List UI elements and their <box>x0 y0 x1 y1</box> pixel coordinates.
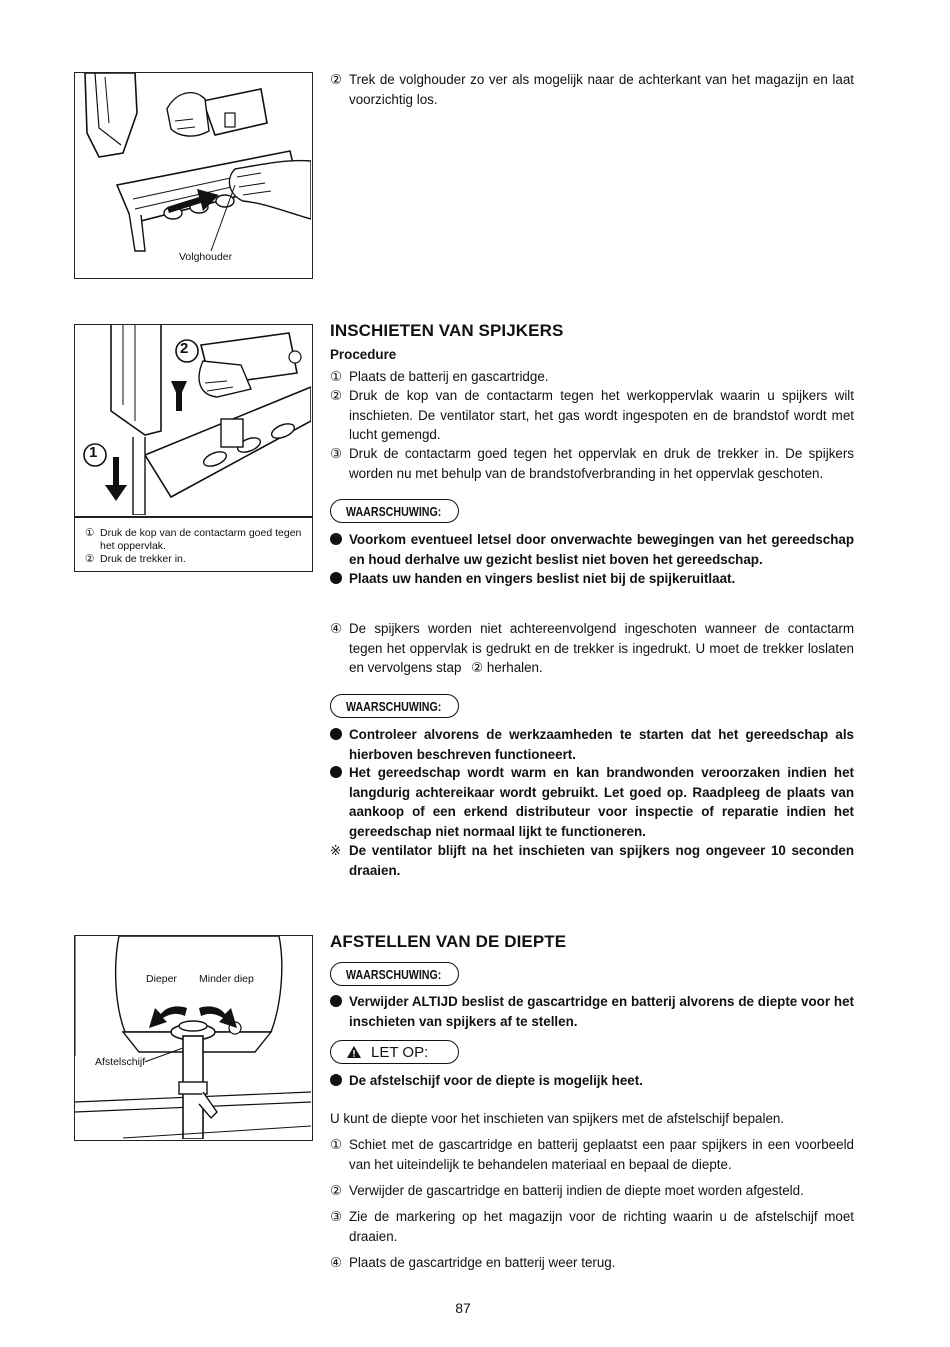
s2-step-4-num: ④ <box>330 1255 343 1270</box>
intro-step <box>330 70 854 109</box>
caution-label: LET OP: <box>371 1043 429 1061</box>
marker-1: 1 <box>89 444 98 461</box>
s1-step-1-num: ① <box>330 369 343 384</box>
s2-step-1-num: ① <box>330 1137 343 1152</box>
s1-step-2-num: ② <box>330 388 343 403</box>
warning-label-1: WAARSCHUWING: <box>346 503 442 519</box>
s1-note-text: De ventilator blijft na het inschieten van spijkers nog ongeveer 10 seconden draaien. <box>349 843 854 878</box>
warning-badge-2 <box>330 694 459 718</box>
s1-step-1-text: Plaats de batterij en gascartridge. <box>349 369 549 384</box>
s1-step-3-num: ③ <box>330 446 343 461</box>
label-deeper: Dieper <box>146 973 177 985</box>
s2-step-3-num: ③ <box>330 1209 343 1224</box>
s2-intro: U kunt de diepte voor het inschieten van spijkers met de afstelschijf bepalen. <box>330 1111 785 1126</box>
s1-warning2-2-text: Het gereedschap wordt warm en kan brandwonden veroorzaken indien het langdurig achtereikaar wordt gebruikt. Let goed op. Raadpleeg de plaats van aankoop of een erkend distributeur voor inspectie of reparatie indien het gereedschap niet normaal lijkt te functioneren. <box>349 765 854 839</box>
caution-badge <box>330 1040 459 1064</box>
warning-badge-3 <box>330 962 459 986</box>
s2-step-4 <box>330 1253 854 1273</box>
s1-warning-2-text: Plaats uw handen en vingers beslist niet bij de spijkeruitlaat. <box>349 571 736 586</box>
s2-caution <box>330 1071 854 1091</box>
caption-num-2: ② <box>85 553 95 565</box>
s1-step-4-num: ④ <box>330 621 343 636</box>
nailer-magazine-illustration <box>75 73 311 277</box>
caption-num-1: ① <box>85 527 95 539</box>
figure-caption <box>85 527 307 566</box>
s1-step-2 <box>330 386 854 445</box>
s2-step-3-text: Zie de markering op het magazijn voor de richting waarin u de afstelschijf moet draaien. <box>349 1209 854 1244</box>
s2-warning-text: Verwijder ALTIJD beslist de gascartridge en batterij alvorens de diepte voor het inschieten van spijkers af te stellen. <box>349 994 854 1029</box>
note-mark: ※ <box>330 843 342 858</box>
s1-step-3 <box>330 444 854 483</box>
s1-step-4 <box>330 619 854 678</box>
s1-warning2-2 <box>330 763 854 841</box>
bullet-icon <box>330 1074 342 1086</box>
s2-caution-text: De afstelschijf voor de diepte is mogelijk heet. <box>349 1073 643 1088</box>
bullet-icon <box>330 572 342 584</box>
page-number: 87 <box>455 1300 471 1316</box>
s1-step-2-text: Druk de kop van de contactarm tegen het werkoppervlak waarin u spijkers wilt inschieten. De ventilator start, het gas wordt ingespoten en de brandstof wordt met lucht gemengd. <box>349 388 854 443</box>
s2-step-2-num: ② <box>330 1183 343 1198</box>
s2-step-2-text: Verwijder de gascartridge en batterij indien de diepte moet worden afgesteld. <box>349 1183 804 1198</box>
marker-2: 2 <box>180 340 189 357</box>
follower-label: Volghouder <box>179 251 233 263</box>
figure-follower <box>74 72 313 279</box>
depth-adjust-illustration <box>75 936 311 1139</box>
s2-step-4-text: Plaats de gascartridge en batterij weer terug. <box>349 1255 616 1270</box>
bullet-icon <box>330 766 342 778</box>
caption-text-1: Druk de kop van de contactarm goed tegen het oppervlak. <box>100 527 302 552</box>
s1-warning-1-text: Voorkom eventueel letsel door onverwachte bewegingen van het gereedschap en houd derhalve uw gezicht beslist niet boven het gereedschap. <box>349 532 854 567</box>
caption-text-2: Druk de trekker in. <box>100 553 186 565</box>
caution-triangle-icon <box>347 1046 361 1058</box>
s1-warning-1 <box>330 530 854 569</box>
bullet-icon <box>330 533 342 545</box>
s2-warning <box>330 992 854 1031</box>
s1-note <box>330 841 854 880</box>
s2-step-1-text: Schiet met de gascartridge en batterij geplaatst een paar spijkers in een voorbeeld van het uiteindelijk te behandelen materiaal en bepaal de diepte. <box>349 1137 854 1172</box>
bullet-icon <box>330 728 342 740</box>
section2-heading: AFSTELLEN VAN DE DIEPTE <box>330 932 567 951</box>
intro-step-text: Trek de volghouder zo ver als mogelijk naar de achterkant van het magazijn en laat voorzichtig los. <box>349 72 854 107</box>
label-less-deep: Minder diep <box>199 973 254 985</box>
s1-step-1 <box>330 367 854 387</box>
section1-heading: INSCHIETEN VAN SPIJKERS <box>330 321 564 340</box>
s1-warning-2 <box>330 569 854 589</box>
warning-badge-1 <box>330 499 459 523</box>
s1-step-4-ref: ② <box>471 660 484 676</box>
s1-step-4-text: De spijkers worden niet achtereenvolgend ingeschoten wanneer de contactarm tegen het oppervlak is gedrukt en de trekker is ingedrukt. U moet de trekker loslaten en vervolgens stap <box>349 621 854 676</box>
s1-warning2-1-text: Controleer alvorens de werkzaamheden te starten dat het gereedschap als hierboven beschreven functioneert. <box>349 727 854 762</box>
s2-step-3 <box>330 1207 854 1246</box>
s1-step-3-text: Druk de contactarm goed tegen het oppervlak en druk de trekker in. De spijkers worden nu met behulp van de brandstofverbranding in het oppervlak geschoten. <box>349 446 854 481</box>
section1-subheading: Procedure <box>330 347 397 362</box>
intro-step-num: ② <box>330 72 343 87</box>
nailer-firing-illustration <box>75 325 311 515</box>
bullet-icon <box>330 995 342 1007</box>
figure-divider <box>75 516 313 518</box>
s2-step-2 <box>330 1181 854 1201</box>
s1-warning2-1 <box>330 725 854 764</box>
s2-step-1 <box>330 1135 854 1174</box>
warning-label-3: WAARSCHUWING: <box>346 966 442 982</box>
figure-firing <box>74 324 313 572</box>
warning-label-2: WAARSCHUWING: <box>346 698 442 714</box>
label-dial: Afstelschijf <box>95 1056 146 1068</box>
s1-step-4-text-after: herhalen. <box>486 660 543 676</box>
figure-depth <box>74 935 313 1141</box>
